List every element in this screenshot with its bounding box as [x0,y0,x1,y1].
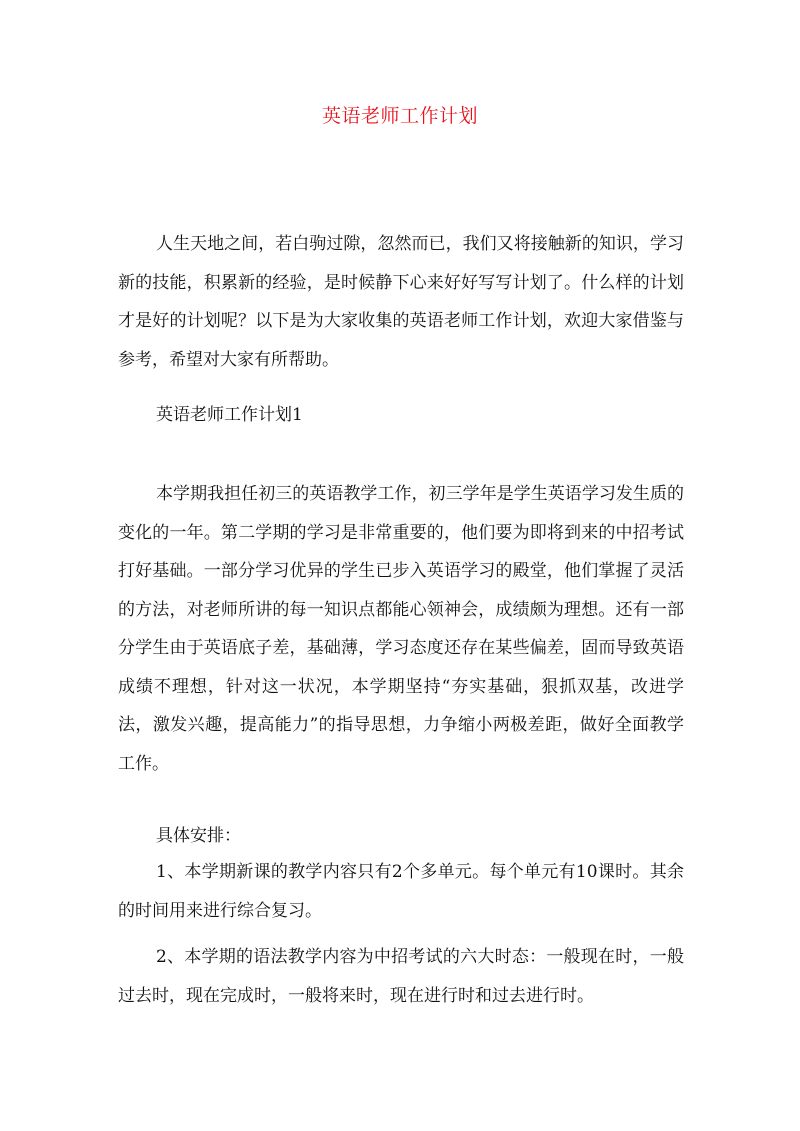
body-paragraph: 本学期我担任初三的英语教学工作，初三学年是学生英语学习发生质的变化的一年。第二学期的学习是非常重要的，他们要为即将到来的中招考试打好基础。一部分学习优异的学生已步入英语学习的殿堂，他们掌握了灵活的方法，对老师所讲的每一知识点都能心领神会，成绩颇为理想。还有一部分学生由于英语底子差，基础薄，学习态度还存在某些偏差，固而导致英语成绩不理想，针对这一状况，本学期坚持“夯实基础，狠抓双基，改进学法，激发兴趣，提高能力”的指导思想，力争缩小两极差距，做好全面教学工作。 [118,484,684,774]
arrangement-heading: 具体安排： [156,826,241,846]
section-heading: 英语老师工作计划1 [156,405,303,425]
document-title: 英语老师工作计划 [321,105,478,127]
intro-paragraph: 人生天地之间，若白驹过隙，忽然而已，我们又将接触新的知识，学习新的技能，积累新的经验，是时候静下心来好好写写计划了。什么样的计划才是好的计划呢？以下是为大家收集的英语老师工作计划，欢迎大家借鉴与参考，希望对大家有所帮助。 [118,234,684,370]
list-item-2: 2、本学期的语法教学内容为中招考试的六大时态：一般现在时，一般过去时，现在完成时，一般将来时，现在进行时和过去进行时。 [118,947,684,1006]
list-item-1: 1、本学期新课的教学内容只有2个多单元。每个单元有10课时。其余的时间用来进行综合复习。 [118,862,684,921]
